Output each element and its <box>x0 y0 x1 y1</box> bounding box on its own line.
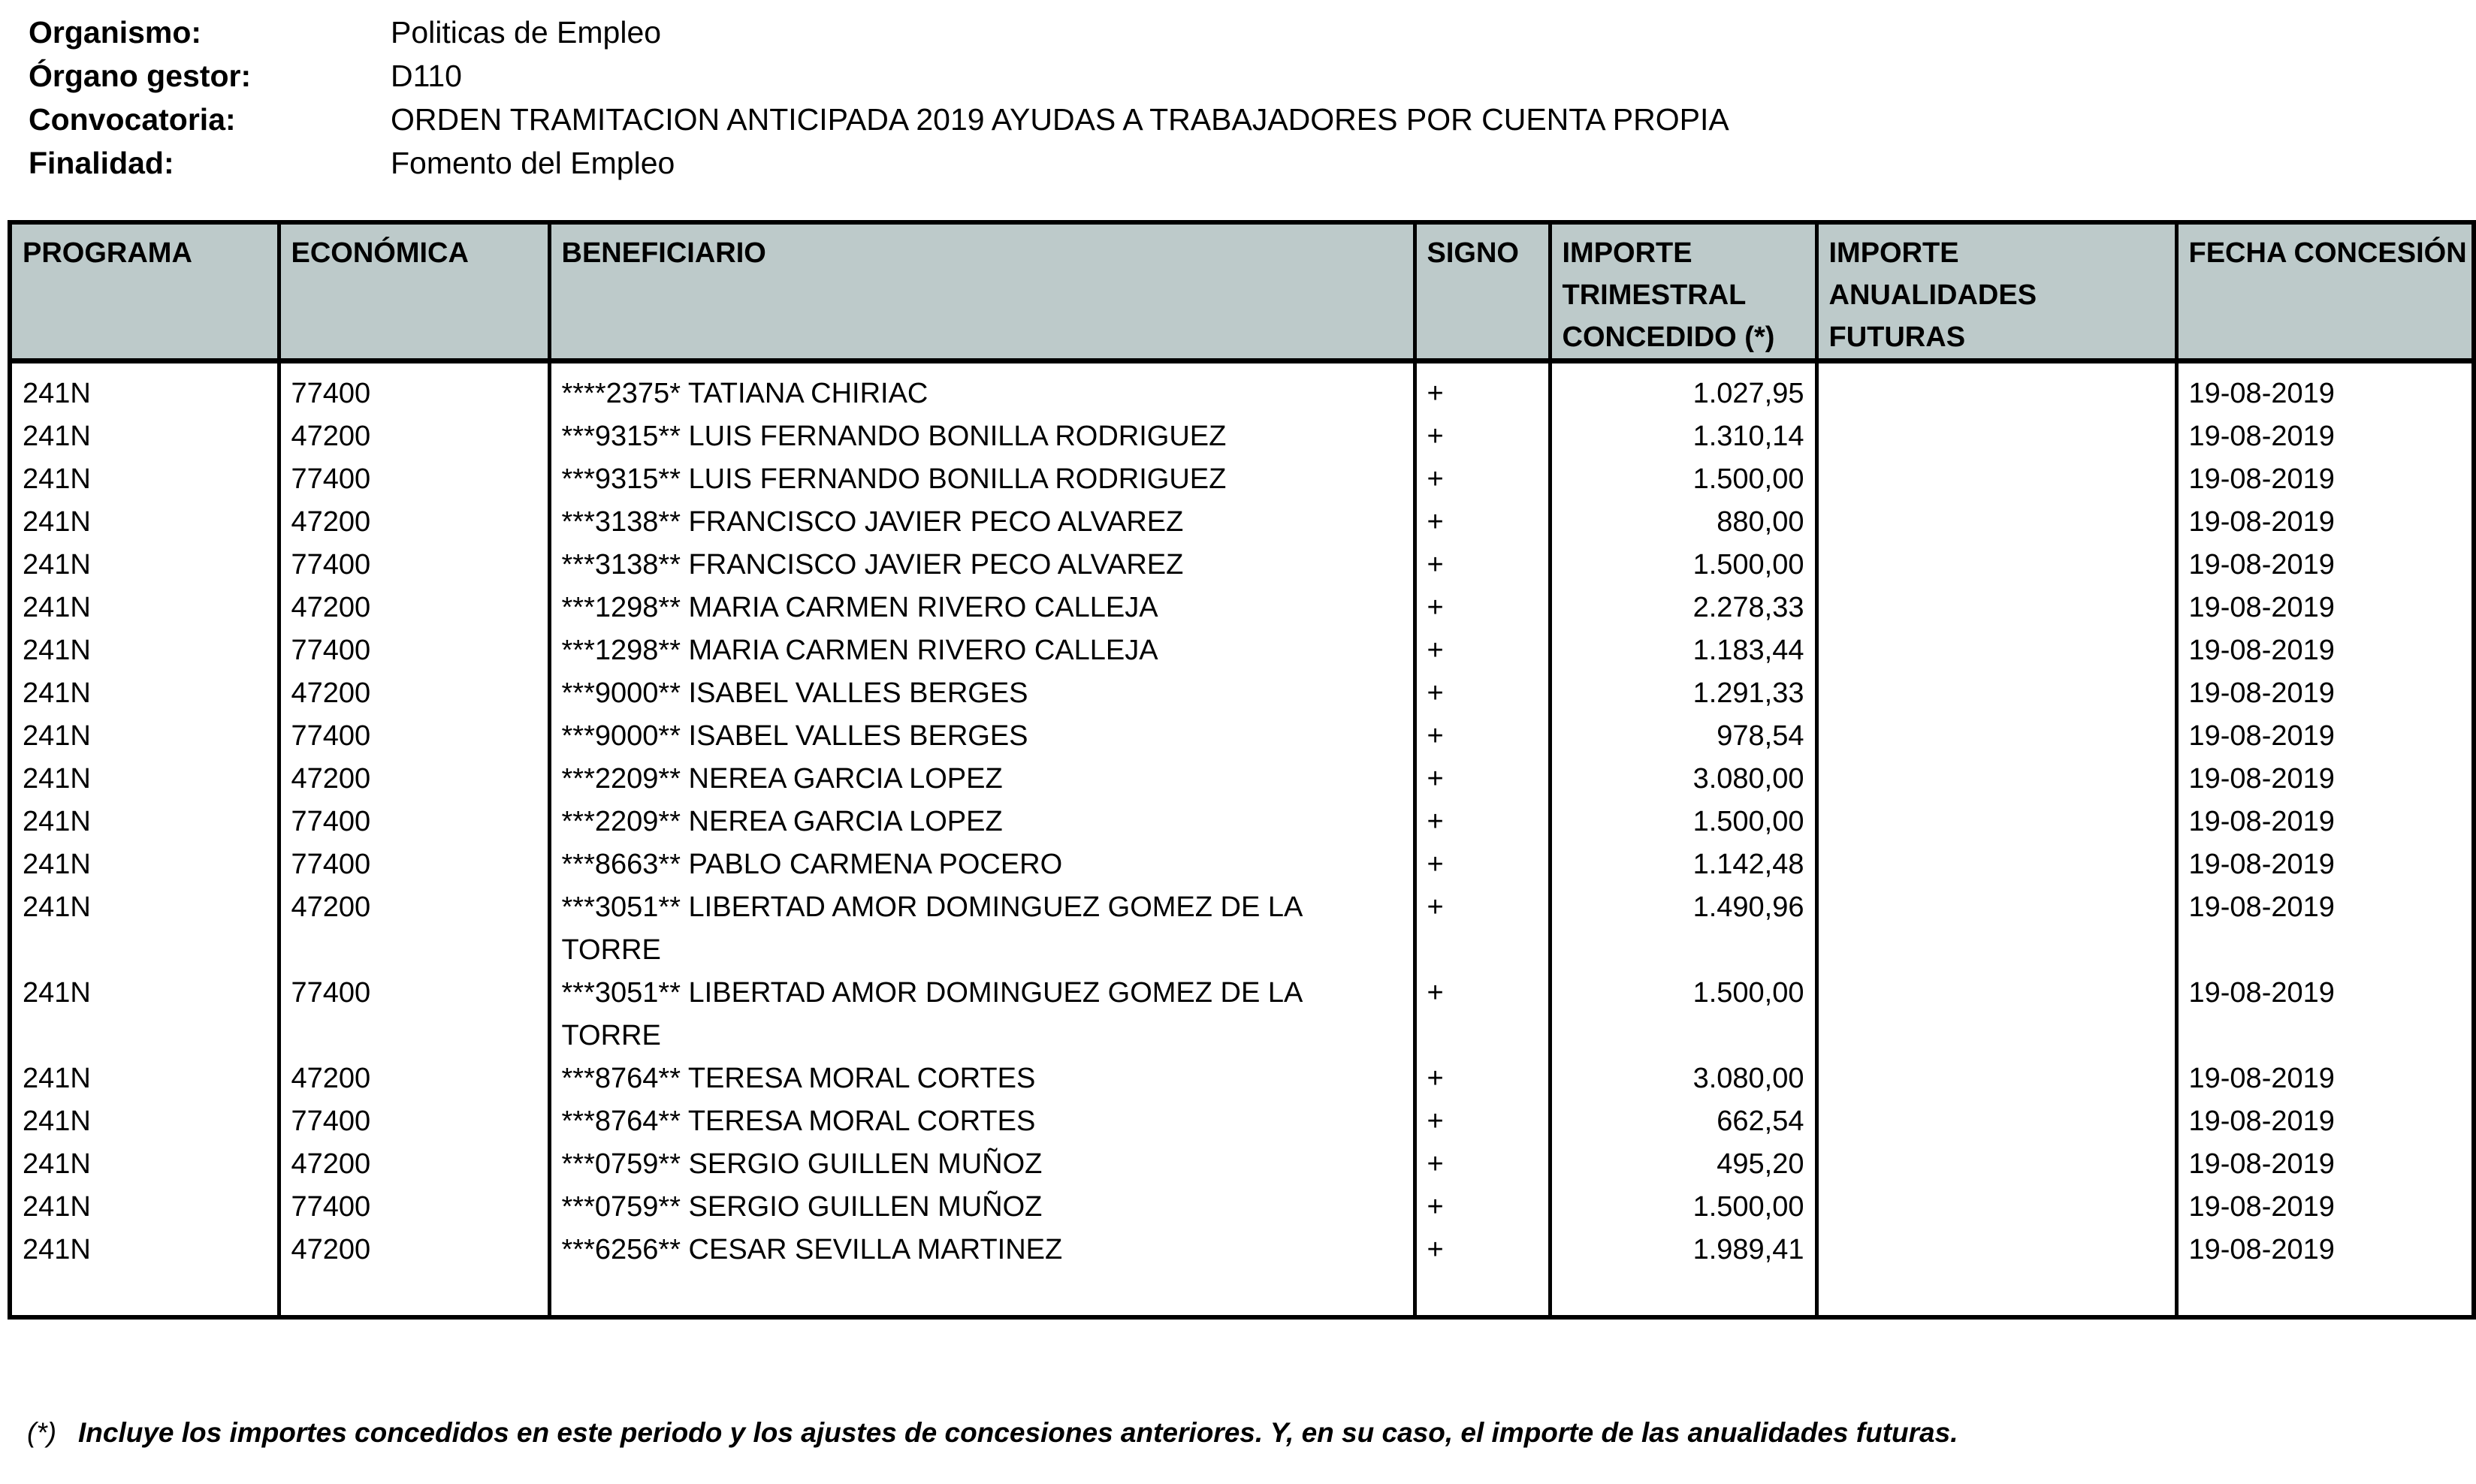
table-row <box>10 843 2474 886</box>
meta-row-convocatoria <box>29 98 2432 141</box>
cell-importe-trimestral: 1.291,33 <box>1550 672 1816 715</box>
cell-signo: + <box>1415 544 1550 587</box>
cell-importe-trimestral: 1.500,00 <box>1550 458 1816 501</box>
cell-importe-trimestral: 2.278,33 <box>1550 587 1816 629</box>
cell-fecha: 19-08-2019 <box>2176 1057 2474 1100</box>
cell-importe-trimestral: 3.080,00 <box>1550 758 1816 801</box>
cell-beneficiario: ***0759** SERGIO GUILLEN MUÑOZ <box>549 1186 1415 1229</box>
table-row <box>10 1100 2474 1143</box>
cell-importe-anualidades <box>1816 801 2176 843</box>
cell-importe-trimestral: 1.500,00 <box>1550 972 1816 1057</box>
table-row <box>10 1229 2474 1271</box>
cell-programa: 241N <box>10 1143 279 1186</box>
cell-signo: + <box>1415 629 1550 672</box>
cell-beneficiario: ***2209** NEREA GARCIA LOPEZ <box>549 801 1415 843</box>
cell-fecha: 19-08-2019 <box>2176 1100 2474 1143</box>
table-row <box>10 886 2474 972</box>
cell-signo: + <box>1415 672 1550 715</box>
cell-economica: 47200 <box>279 1057 549 1100</box>
cell-importe-anualidades <box>1816 629 2176 672</box>
cell-economica: 77400 <box>279 629 549 672</box>
cell-importe-trimestral: 1.183,44 <box>1550 629 1816 672</box>
cell-signo: + <box>1415 587 1550 629</box>
document-metadata <box>29 11 2432 185</box>
cell-importe-trimestral: 3.080,00 <box>1550 1057 1816 1100</box>
cell-beneficiario: ****2375* TATIANA CHIRIAC <box>549 361 1415 416</box>
table-row <box>10 458 2474 501</box>
cell-importe-trimestral: 1.310,14 <box>1550 415 1816 458</box>
cell-importe-anualidades <box>1816 544 2176 587</box>
cell-signo: + <box>1415 1186 1550 1229</box>
cell-fecha: 19-08-2019 <box>2176 629 2474 672</box>
cell-beneficiario: ***3051** LIBERTAD AMOR DOMINGUEZ GOMEZ DE LA TORRE <box>549 972 1415 1057</box>
table-row <box>10 415 2474 458</box>
cell-signo: + <box>1415 1143 1550 1186</box>
cell-fecha: 19-08-2019 <box>2176 672 2474 715</box>
cell-fecha: 19-08-2019 <box>2176 801 2474 843</box>
concessions-table <box>8 220 2476 1320</box>
cell-signo: + <box>1415 361 1550 416</box>
cell-beneficiario: ***9000** ISABEL VALLES BERGES <box>549 715 1415 758</box>
cell-economica: 77400 <box>279 544 549 587</box>
cell-programa: 241N <box>10 544 279 587</box>
cell-fecha: 19-08-2019 <box>2176 544 2474 587</box>
cell-programa: 241N <box>10 972 279 1057</box>
meta-label-finalidad: Finalidad: <box>29 146 174 180</box>
cell-signo: + <box>1415 715 1550 758</box>
cell-economica: 77400 <box>279 458 549 501</box>
cell-programa: 241N <box>10 629 279 672</box>
cell-importe-anualidades <box>1816 1143 2176 1186</box>
meta-label-organo-gestor: Órgano gestor: <box>29 59 252 93</box>
cell-fecha: 19-08-2019 <box>2176 501 2474 544</box>
cell-fecha: 19-08-2019 <box>2176 587 2474 629</box>
meta-row-finalidad <box>29 141 2432 185</box>
cell-programa: 241N <box>10 415 279 458</box>
cell-programa: 241N <box>10 587 279 629</box>
table-row <box>10 972 2474 1057</box>
cell-economica: 47200 <box>279 415 549 458</box>
cell-fecha: 19-08-2019 <box>2176 1143 2474 1186</box>
cell-beneficiario: ***9315** LUIS FERNANDO BONILLA RODRIGUEZ <box>549 415 1415 458</box>
column-header-beneficiario: BENEFICIARIO <box>549 222 1415 361</box>
cell-economica: 77400 <box>279 801 549 843</box>
cell-beneficiario: ***8663** PABLO CARMENA POCERO <box>549 843 1415 886</box>
column-header-economica: ECONÓMICA <box>279 222 549 361</box>
cell-importe-trimestral: 662,54 <box>1550 1100 1816 1143</box>
table-row <box>10 544 2474 587</box>
cell-fecha: 19-08-2019 <box>2176 458 2474 501</box>
cell-signo: + <box>1415 1229 1550 1271</box>
column-header-signo: SIGNO <box>1415 222 1550 361</box>
table-header <box>10 222 2474 361</box>
column-header-programa: PROGRAMA <box>10 222 279 361</box>
cell-importe-trimestral: 1.500,00 <box>1550 801 1816 843</box>
cell-beneficiario: ***3138** FRANCISCO JAVIER PECO ALVAREZ <box>549 544 1415 587</box>
cell-importe-trimestral: 495,20 <box>1550 1143 1816 1186</box>
meta-value-organo-gestor: D110 <box>391 59 462 93</box>
cell-programa: 241N <box>10 1057 279 1100</box>
cell-programa: 241N <box>10 801 279 843</box>
cell-importe-trimestral: 1.490,96 <box>1550 886 1816 972</box>
cell-importe-trimestral: 978,54 <box>1550 715 1816 758</box>
table-row <box>10 1057 2474 1100</box>
cell-signo: + <box>1415 1057 1550 1100</box>
cell-importe-anualidades <box>1816 886 2176 972</box>
table-row <box>10 1186 2474 1229</box>
cell-signo: + <box>1415 415 1550 458</box>
cell-programa: 241N <box>10 1186 279 1229</box>
cell-beneficiario: ***2209** NEREA GARCIA LOPEZ <box>549 758 1415 801</box>
cell-beneficiario: ***8764** TERESA MORAL CORTES <box>549 1100 1415 1143</box>
cell-importe-anualidades <box>1816 1186 2176 1229</box>
cell-programa: 241N <box>10 1100 279 1143</box>
meta-row-organismo <box>29 11 2432 54</box>
cell-programa: 241N <box>10 843 279 886</box>
cell-beneficiario: ***9000** ISABEL VALLES BERGES <box>549 672 1415 715</box>
cell-fecha: 19-08-2019 <box>2176 715 2474 758</box>
table-body <box>10 361 2474 1272</box>
table-row <box>10 587 2474 629</box>
cell-programa: 241N <box>10 715 279 758</box>
cell-signo: + <box>1415 801 1550 843</box>
cell-beneficiario: ***6256** CESAR SEVILLA MARTINEZ <box>549 1229 1415 1271</box>
footnote <box>27 1415 1958 1451</box>
table-row <box>10 758 2474 801</box>
meta-label-organismo: Organismo: <box>29 15 202 50</box>
cell-fecha: 19-08-2019 <box>2176 972 2474 1057</box>
footnote-text: Incluye los importes concedidos en este periodo y los ajustes de concesiones anteriores. Y, en su caso, el importe de las anualidades futuras. <box>78 1417 1958 1448</box>
cell-importe-anualidades <box>1816 672 2176 715</box>
meta-label-convocatoria: Convocatoria: <box>29 102 236 137</box>
table-footer-spacer <box>10 1271 2474 1317</box>
cell-economica: 77400 <box>279 843 549 886</box>
cell-importe-anualidades <box>1816 715 2176 758</box>
cell-programa: 241N <box>10 361 279 416</box>
cell-fecha: 19-08-2019 <box>2176 361 2474 416</box>
cell-importe-anualidades <box>1816 1229 2176 1271</box>
cell-fecha: 19-08-2019 <box>2176 1229 2474 1271</box>
cell-beneficiario: ***8764** TERESA MORAL CORTES <box>549 1057 1415 1100</box>
cell-importe-anualidades <box>1816 972 2176 1057</box>
cell-importe-anualidades <box>1816 758 2176 801</box>
cell-programa: 241N <box>10 672 279 715</box>
meta-value-finalidad: Fomento del Empleo <box>391 146 675 180</box>
meta-value-convocatoria: ORDEN TRAMITACION ANTICIPADA 2019 AYUDAS A TRABAJADORES POR CUENTA PROPIA <box>391 102 1729 137</box>
table-row <box>10 1143 2474 1186</box>
cell-economica: 47200 <box>279 1143 549 1186</box>
cell-fecha: 19-08-2019 <box>2176 415 2474 458</box>
table-row <box>10 361 2474 416</box>
table-header-row <box>10 222 2474 361</box>
cell-programa: 241N <box>10 758 279 801</box>
cell-fecha: 19-08-2019 <box>2176 758 2474 801</box>
meta-row-organo-gestor <box>29 54 2432 98</box>
table-row <box>10 672 2474 715</box>
cell-importe-anualidades <box>1816 458 2176 501</box>
cell-beneficiario: ***3138** FRANCISCO JAVIER PECO ALVAREZ <box>549 501 1415 544</box>
cell-importe-anualidades <box>1816 361 2176 416</box>
column-header-importe-anualidades: IMPORTE ANUALIDADES FUTURAS <box>1816 222 2176 361</box>
cell-signo: + <box>1415 972 1550 1057</box>
column-header-importe-trimestral: IMPORTE TRIMESTRAL CONCEDIDO (*) <box>1550 222 1816 361</box>
cell-beneficiario: ***0759** SERGIO GUILLEN MUÑOZ <box>549 1143 1415 1186</box>
cell-importe-trimestral: 1.500,00 <box>1550 544 1816 587</box>
table-row <box>10 629 2474 672</box>
cell-economica: 47200 <box>279 886 549 972</box>
column-header-fecha-concesion: FECHA CONCESIÓN <box>2176 222 2474 361</box>
cell-fecha: 19-08-2019 <box>2176 886 2474 972</box>
cell-importe-trimestral: 1.027,95 <box>1550 361 1816 416</box>
cell-importe-trimestral: 1.142,48 <box>1550 843 1816 886</box>
cell-importe-anualidades <box>1816 1057 2176 1100</box>
cell-importe-anualidades <box>1816 587 2176 629</box>
cell-economica: 77400 <box>279 715 549 758</box>
cell-economica: 77400 <box>279 1186 549 1229</box>
table-row <box>10 501 2474 544</box>
meta-value-organismo: Politicas de Empleo <box>391 15 662 50</box>
cell-importe-anualidades <box>1816 1100 2176 1143</box>
cell-importe-trimestral: 1.989,41 <box>1550 1229 1816 1271</box>
table-row <box>10 801 2474 843</box>
cell-beneficiario: ***1298** MARIA CARMEN RIVERO CALLEJA <box>549 629 1415 672</box>
cell-economica: 77400 <box>279 972 549 1057</box>
cell-programa: 241N <box>10 886 279 972</box>
cell-importe-trimestral: 880,00 <box>1550 501 1816 544</box>
cell-fecha: 19-08-2019 <box>2176 1186 2474 1229</box>
cell-programa: 241N <box>10 458 279 501</box>
footnote-marker: (*) <box>27 1417 57 1448</box>
table-row <box>10 715 2474 758</box>
cell-beneficiario: ***9315** LUIS FERNANDO BONILLA RODRIGUEZ <box>549 458 1415 501</box>
cell-beneficiario: ***1298** MARIA CARMEN RIVERO CALLEJA <box>549 587 1415 629</box>
cell-economica: 77400 <box>279 1100 549 1143</box>
spacer-row <box>10 1271 2474 1317</box>
cell-economica: 47200 <box>279 672 549 715</box>
cell-signo: + <box>1415 758 1550 801</box>
cell-signo: + <box>1415 886 1550 972</box>
cell-beneficiario: ***3051** LIBERTAD AMOR DOMINGUEZ GOMEZ DE LA TORRE <box>549 886 1415 972</box>
cell-signo: + <box>1415 843 1550 886</box>
cell-programa: 241N <box>10 501 279 544</box>
cell-economica: 47200 <box>279 587 549 629</box>
cell-economica: 47200 <box>279 1229 549 1271</box>
cell-importe-trimestral: 1.500,00 <box>1550 1186 1816 1229</box>
cell-economica: 47200 <box>279 758 549 801</box>
cell-importe-anualidades <box>1816 501 2176 544</box>
cell-fecha: 19-08-2019 <box>2176 843 2474 886</box>
cell-signo: + <box>1415 501 1550 544</box>
cell-signo: + <box>1415 1100 1550 1143</box>
cell-economica: 77400 <box>279 361 549 416</box>
cell-importe-anualidades <box>1816 843 2176 886</box>
cell-signo: + <box>1415 458 1550 501</box>
cell-programa: 241N <box>10 1229 279 1271</box>
cell-economica: 47200 <box>279 501 549 544</box>
cell-importe-anualidades <box>1816 415 2176 458</box>
